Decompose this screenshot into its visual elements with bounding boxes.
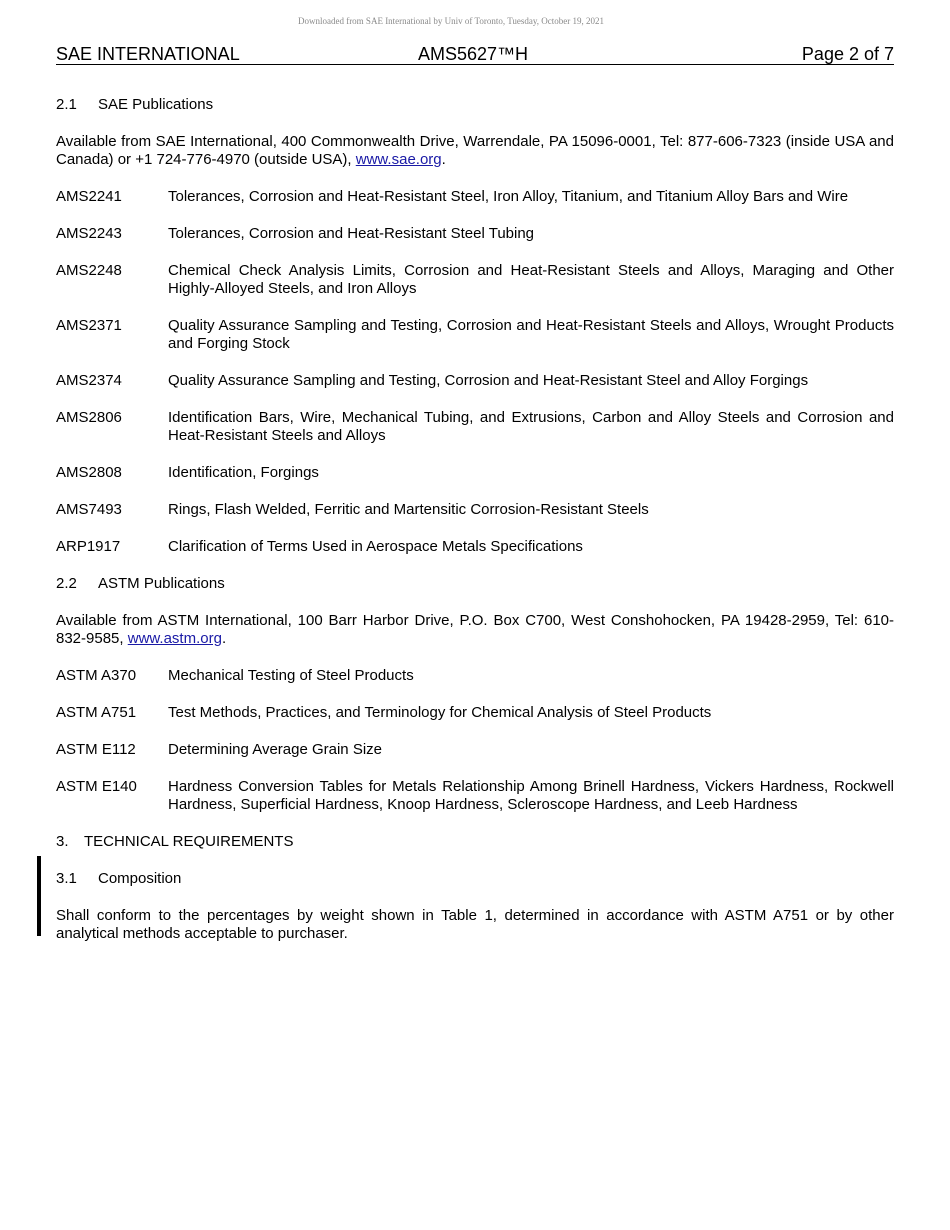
reference-code: AMS2371 [56,317,122,334]
reference-row [56,188,894,206]
reference-title: Hardness Conversion Tables for Metals Relationship Among Brinell Hardness, Vickers Hardness, Rockwell Hardness, Superficial Hardness, Knoop Hardness, Scleroscope Hardness, and Leeb Hardness [168,778,894,813]
section-number: 3.1 [56,870,77,887]
astm-availability-text: Available from ASTM International, 100 Barr Harbor Drive, P.O. Box C700, West Conshohocken, PA 19428-2959, Tel: 610-832-9585, [56,612,894,647]
reference-title: Quality Assurance Sampling and Testing, Corrosion and Heat-Resistant Steel and Alloy Forgings [168,372,809,389]
reference-code: AMS2806 [56,409,122,426]
reference-code: AMS2243 [56,225,122,242]
header-doc-id: AMS5627™H [418,44,529,64]
reference-code: AMS2241 [56,188,122,205]
reference-code: ARP1917 [56,538,121,555]
reference-title: Determining Average Grain Size [168,741,382,758]
page-header [56,44,894,65]
reference-code: ASTM E140 [56,778,137,795]
section-heading-composition [56,870,894,888]
header-org: SAE INTERNATIONAL [56,44,240,64]
document-body [56,96,894,962]
reference-code: ASTM E112 [56,741,136,758]
reference-row [56,741,894,759]
reference-title: Quality Assurance Sampling and Testing, Corrosion and Heat-Resistant Steels and Alloys, Wrought Products and Forging Stock [168,317,894,352]
reference-title: Clarification of Terms Used in Aerospace Metals Specifications [168,538,583,555]
sae-website-link[interactable]: www.sae.org [355,151,442,168]
reference-code: ASTM A370 [56,667,137,684]
reference-title: Tolerances, Corrosion and Heat-Resistant Steel Tubing [168,225,535,242]
reference-code: ASTM A751 [56,704,137,721]
reference-row [56,704,894,722]
reference-title: Test Methods, Practices, and Terminology for Chemical Analysis of Steel Products [168,704,712,721]
reference-row [56,372,894,390]
section-number: 2.2 [56,575,77,592]
astm-website-link[interactable]: www.astm.org [127,630,222,647]
revision-change-bar [37,856,41,936]
section-title: Composition [98,870,182,887]
section-number: 3. [56,833,69,850]
reference-code: AMS2808 [56,464,122,481]
reference-row [56,667,894,685]
composition-paragraph: Shall conform to the percentages by weight shown in Table 1, determined in accordance with ASTM A751 or by other analytical methods acceptable to purchaser. [56,907,894,942]
reference-row [56,409,894,445]
header-page-number: Page 2 of 7 [801,44,894,64]
reference-title: Identification, Forgings [168,464,319,481]
download-watermark: Downloaded from SAE International by Univ of Toronto, Tuesday, October 19, 2021 [297,16,605,26]
reference-row [56,464,894,482]
reference-code: AMS2374 [56,372,122,389]
reference-row [56,501,894,519]
reference-row [56,778,894,814]
section-title: ASTM Publications [98,575,225,592]
section-heading-sae [56,96,894,114]
reference-title: Tolerances, Corrosion and Heat-Resistant Steel, Iron Alloy, Titanium, and Titanium Alloy Bars and Wire [168,188,849,205]
section-title: SAE Publications [98,96,214,113]
reference-title: Chemical Check Analysis Limits, Corrosion and Heat-Resistant Steels and Alloys, Maraging and Other Highly-Alloyed Steels, and Iron Alloys [168,262,894,297]
reference-code: AMS7493 [56,501,122,518]
reference-code: AMS2248 [56,262,122,279]
section-number: 2.1 [56,96,77,113]
reference-title: Rings, Flash Welded, Ferritic and Martensitic Corrosion-Resistant Steels [168,501,649,518]
sae-availability-paragraph: Available from SAE International, 400 Commonwealth Drive, Warrendale, PA 15096-0001, Tel: 877-606-7323 (inside USA and Canada) or +1 724-776-4970 (outside USA), www.sae.org. [56,133,894,168]
sae-availability-text: Available from SAE International, 400 Commonwealth Drive, Warrendale, PA 15096-0001, Tel: 877-606-7323 (inside USA and Canada) or +1 724-776-4970 (outside USA), [56,133,894,168]
reference-title: Mechanical Testing of Steel Products [168,667,414,684]
reference-row [56,317,894,353]
section-title: TECHNICAL REQUIREMENTS [84,833,294,850]
section-heading-technical-requirements [56,833,894,851]
section-heading-astm [56,575,894,593]
reference-row [56,538,894,556]
astm-availability-paragraph: Available from ASTM International, 100 Barr Harbor Drive, P.O. Box C700, West Conshohocken, PA 19428-2959, Tel: 610-832-9585, www.astm.org. [56,612,894,647]
reference-title: Identification Bars, Wire, Mechanical Tubing, and Extrusions, Carbon and Alloy Steels and Corrosion and Heat-Resistant Steels and Alloys [168,409,894,444]
reference-row [56,225,894,243]
reference-row [56,262,894,298]
